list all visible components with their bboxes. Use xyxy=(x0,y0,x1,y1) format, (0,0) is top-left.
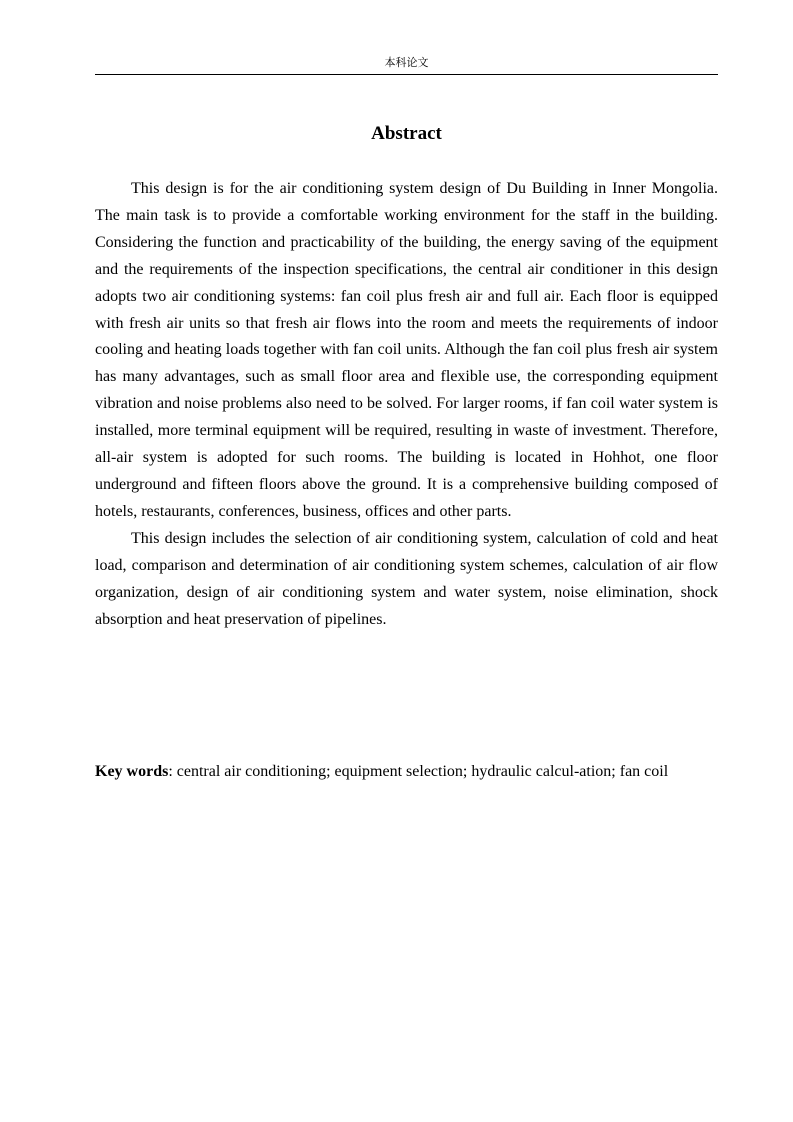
keywords-label: Key words xyxy=(95,763,169,780)
keywords xyxy=(95,758,718,786)
keywords-text: central air conditioning; equipment selection; hydraulic calcul-ation; fan coil xyxy=(176,763,669,780)
abstract-body xyxy=(95,176,718,633)
keywords-separator: : xyxy=(168,763,177,780)
running-header xyxy=(95,56,718,75)
abstract-paragraph-2: This design includes the selection of air conditioning system, calculation of cold and heat load, comparison and determination of air conditioning system schemes, calculation of air flow organization, design of air conditioning system and water system, noise elimination, shock absorption and heat preservation of pipelines. xyxy=(95,529,718,628)
abstract-title: Abstract xyxy=(371,123,442,144)
running-header-text: 本科论文 xyxy=(384,56,429,69)
abstract-paragraph-1: This design is for the air conditioning system design of Du Building in Inner Mongolia. The main task is to provide a comfortable working environment for the staff in the building. Considering the function and practicability of the building, the energy saving of the equipment and the requirements of the inspection specifications, the central air conditioner in this design adopts two air conditioning systems: fan coil plus fresh air and full air. Each floor is equipped with fresh air units so that fresh air flows into the room and meets the requirements of indoor cooling and heating loads together with fan coil units. Although the fan coil plus fresh air system has many advantages, such as small floor area and flexible use, the corresponding equipment vibration and noise problems also need to be solved. For larger rooms, if fan coil water system is installed, more terminal equipment will be required, resulting in waste of investment. Therefore, all-air system is adopted for such rooms. The building is located in Hohhot, one floor underground and fifteen floors above the ground. It is a comprehensive building composed of hotels, restaurants, conferences, business, offices and other parts. xyxy=(95,180,718,520)
